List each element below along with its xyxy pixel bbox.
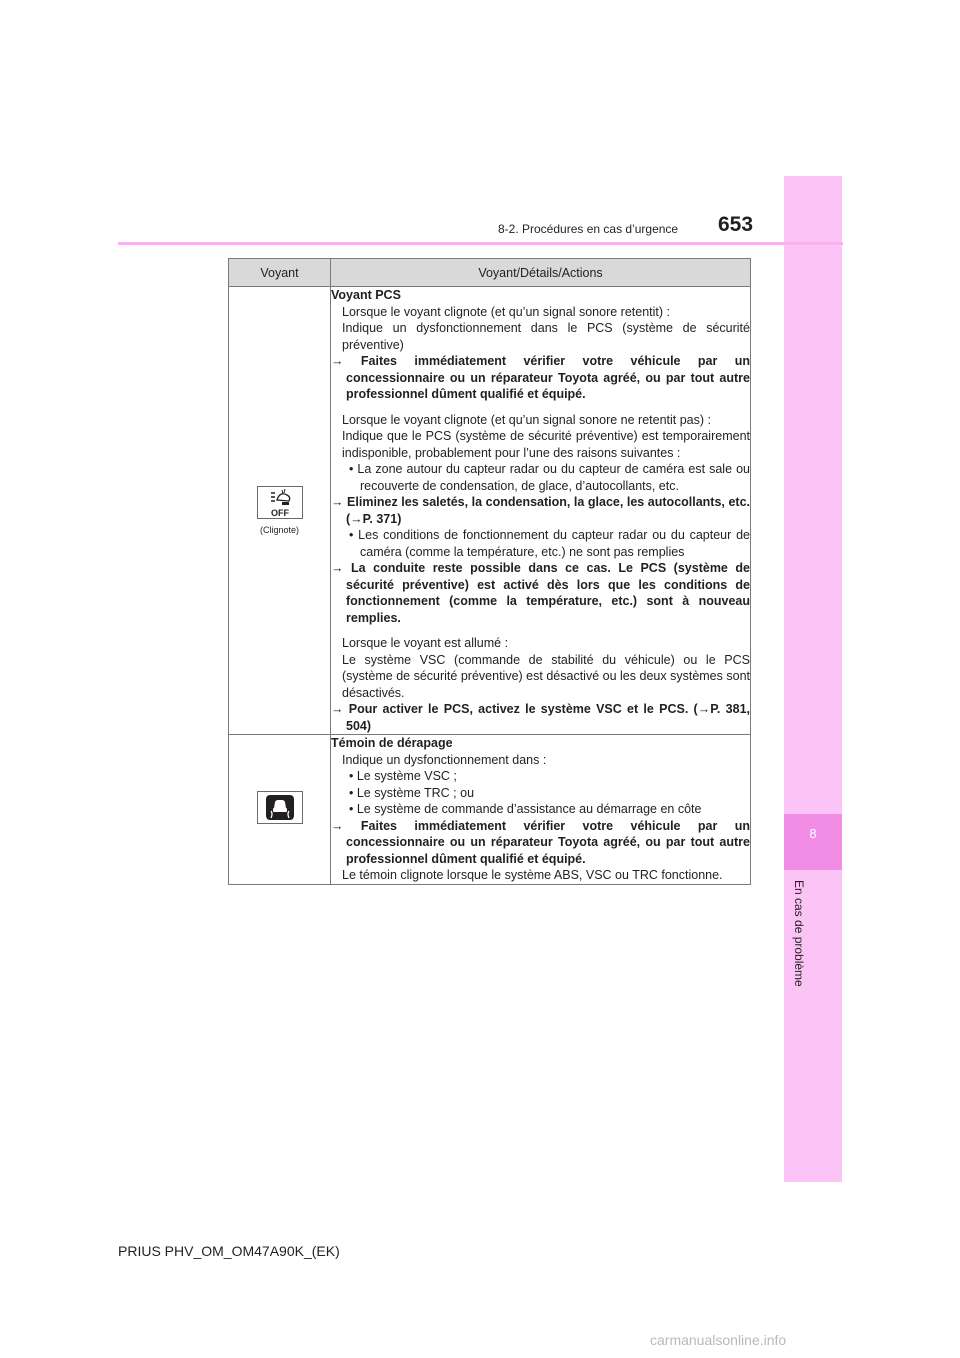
- chapter-side-tab: [784, 176, 842, 1182]
- table-header-row: [229, 259, 751, 287]
- warning-lights-table: [228, 258, 751, 885]
- pcs-block3-meaning: Le système VSC (commande de stabilité du véhicule) ou le PCS (système de sécurité préventive) est désactivé ou les deux systèmes sont désactivés.: [342, 652, 750, 700]
- table-row-pcs: [229, 287, 751, 735]
- icon-cell-slip: [229, 735, 331, 885]
- icon-caption-blinking: (Clignote): [259, 525, 299, 535]
- pcs-block1-meaning: Indique un dysfonctionnement dans le PCS (système de sécurité préventive): [342, 321, 750, 352]
- pcs-block2-condition: Lorsque le voyant clignote (et qu’un signal sonore ne retentit pas) :: [342, 412, 711, 427]
- slip-bullet-1: • Le système VSC ;: [349, 769, 457, 783]
- pcs-off-warning-icon: [257, 486, 303, 519]
- slip-bullet-2: • Le système TRC ; ou: [349, 785, 475, 800]
- chapter-label: En cas de problème: [792, 880, 806, 987]
- slip-bullet-3: • Le système de commande d’assistance au démarrage en côte: [349, 802, 702, 816]
- chapter-number-tab: [784, 814, 842, 870]
- slip-title: Témoin de dérapage: [331, 736, 453, 750]
- details-cell-pcs: [331, 287, 751, 735]
- pcs-block1-action: → Faites immédiatement vérifier votre véhicule par un concessionnaire ou un réparateur Toyota agréé, ou par tout autre professionnel dûment qualifié et équipé.: [331, 354, 750, 401]
- watermark: carmanualsonline.info: [650, 1332, 787, 1348]
- column-header-voyant: Voyant: [229, 259, 331, 287]
- slip-meaning: Indique un dysfonctionnement dans :: [342, 752, 547, 767]
- pcs-block1-condition: Lorsque le voyant clignote (et qu’un signal sonore retentit) :: [342, 304, 670, 319]
- slip-action: → Faites immédiatement vérifier votre véhicule par un concessionnaire ou un réparateur Toyota agréé, ou par tout autre professionnel dûment qualifié et équipé.: [331, 818, 750, 866]
- pcs-block2-meaning: Indique que le PCS (système de sécurité préventive) est temporairement indisponible, probablement pour l’une des raisons suivantes :: [342, 429, 750, 460]
- pcs-block3-condition: Lorsque le voyant est allumé :: [342, 636, 509, 650]
- pcs-block3-action: → Pour activer le PCS, activez le système VSC et le PCS. (→P. 381, 504): [331, 702, 750, 733]
- pcs-title: Voyant PCS: [331, 288, 401, 302]
- header-rule: [118, 242, 843, 245]
- icon-cell-pcs: [229, 287, 331, 735]
- slip-indicator-icon: [257, 791, 303, 824]
- details-cell-slip: [331, 735, 751, 885]
- column-header-details: Voyant/Détails/Actions: [331, 259, 751, 287]
- section-title: 8-2. Procédures en cas d’urgence: [498, 222, 679, 236]
- table-row-slip: [229, 735, 751, 885]
- pcs-block2-action-1: → Eliminez les saletés, la condensation, la glace, les autocollants, etc. (→P. 371): [331, 495, 750, 526]
- pcs-block2-bullet-1: • La zone autour du capteur radar ou du capteur de caméra est sale ou recouverte de condensation, de glace, d’autocollants, etc.: [349, 462, 750, 493]
- pcs-icon-label: OFF: [270, 508, 289, 518]
- chapter-number: 8: [809, 826, 817, 841]
- pcs-block2-bullet-2: • Les conditions de fonctionnement du capteur radar ou du capteur de caméra (comme la température, etc.) ne sont pas remplies: [349, 528, 750, 559]
- footer-model-code: PRIUS PHV_OM_OM47A90K_(EK): [118, 1243, 340, 1259]
- pcs-block2-action-2: → La conduite reste possible dans ce cas. Le PCS (système de sécurité préventive) est activé dès lors que les conditions de fonctionnement (comme la température, etc.) sont à nouveau remplies.: [331, 561, 750, 625]
- page-number: 653: [718, 213, 754, 236]
- slip-blink-note: Le témoin clignote lorsque le système ABS, VSC ou TRC fonctionne.: [342, 868, 723, 882]
